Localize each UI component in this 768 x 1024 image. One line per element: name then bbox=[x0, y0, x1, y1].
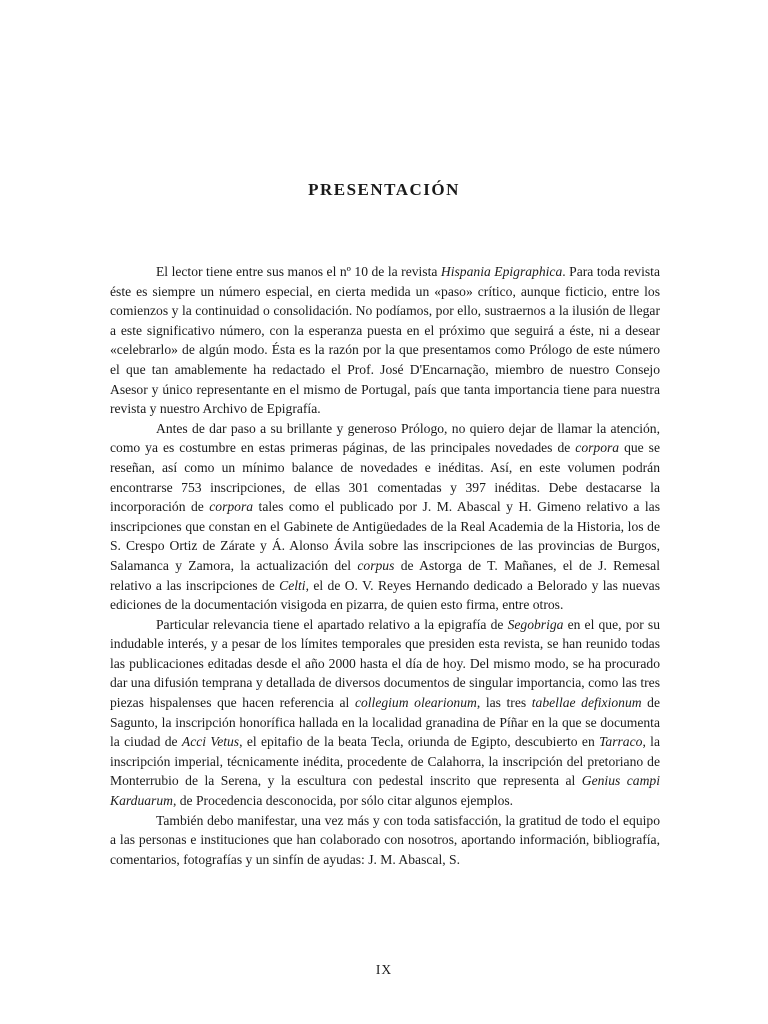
text-run: , el de O. V. Reyes Hernando dedicado a Belorado y las nuevas ediciones de la documentación visigoda en pizarra, de quien esto firma, entre otros. bbox=[110, 577, 660, 613]
paragraph-2 bbox=[110, 419, 660, 615]
paragraph-1 bbox=[110, 262, 660, 419]
text-run: tales como el publicado por J. M. Abascal y H. Gimeno relativo a las inscripciones que constan en el Gabinete de Antigüedades de la Real Academia de la Historia, los de S. Crespo Ortiz de Zárate y Á. Alonso Ávila sobre las inscripciones de las provincias de Burgos, Salamanca y Zamora, la actualización del bbox=[110, 499, 660, 573]
italic-text: Acci Vetus bbox=[181, 734, 240, 750]
paragraph-4 bbox=[110, 811, 660, 870]
text-run: , las tres bbox=[476, 695, 532, 711]
text-run: Antes de dar paso a su brillante y generoso Prólogo, no quiero dejar de llamar la atención, como ya es costumbre en estas primeras páginas, de las principales novedades de bbox=[110, 420, 660, 456]
italic-text: Genius campi Karduarum bbox=[110, 773, 660, 809]
italic-text: Segobriga bbox=[507, 616, 564, 632]
text-run: , el epitafio de la beata Tecla, oriunda de Egipto, descubierto en bbox=[239, 734, 600, 750]
italic-text: Tarraco bbox=[599, 734, 643, 750]
text-run: También debo manifestar, una vez más y con toda satisfacción, la gratitud de todo el equipo a las personas e instituciones que han colaborado con nosotros, aportando información, bibliografía, comentarios, fotografías y un sinfín de ayudas: J. M. Abascal, S. bbox=[110, 812, 660, 867]
italic-text: corpora bbox=[209, 499, 254, 515]
text-run: en el que, por su indudable interés, y a pesar de los límites temporales que presiden esta revista, se han reunido todas las publicaciones editadas desde el año 2000 hasta el día de hoy. Del mismo modo, se ha procurado dar una difusión temprana y detallada de diversos documentos de singular importancia, como las tres piezas hispalenses que hacen referencia al bbox=[110, 616, 661, 711]
text-run: que se reseñan, así como un mínimo balance de novedades e inéditas. Así, en este volumen podrán encontrarse 753 inscripciones, de ellas 301 comentadas y 397 inéditas. Debe destacarse la incorporación de bbox=[110, 440, 661, 515]
text-run: de Sagunto, la inscripción honorífica hallada en la localidad granadina de Píñar en la que se documenta la ciudad de bbox=[110, 695, 660, 750]
text-run: El lector tiene entre sus manos el nº 10 de la revista bbox=[156, 264, 441, 279]
text-run: de Astorga de T. Mañanes, el de J. Remesal relativo a las inscripciones de bbox=[110, 557, 660, 593]
text-run: , la inscripción imperial, técnicamente inédita, procedente de Calahorra, la inscripción del pretoriano de Monterrubio de la Serena, y la escultura con pedestal inscrito que representa al bbox=[110, 734, 660, 789]
text-run: , de Procedencia desconocida, por sólo citar algunos ejemplos. bbox=[172, 793, 514, 809]
italic-text: tabellae defixionum bbox=[531, 695, 642, 711]
page-number: IX bbox=[375, 962, 393, 977]
text-run: . Para toda revista éste es siempre un número especial, en cierta medida un «paso» crítico, aunque ficticio, entre los comienzos y la continuidad o consolidación. No podíamos, por ello, sustraernos a la ilusión de llegar a este significativo número, con la esperanza puesta en el próximo que seguirá a éste, ni a desear «celebrarlo» de algún modo. Ésta es la razón por la que presentamos como Prólogo de este número el que tan amablemente ha redactado el Prof. José D'Encarnação, miembro de nuestro Consejo Asesor y único representante en el mismo de Portugal, país que tanta importancia tiene para nuestra revista y nuestro Archivo de Epigrafía. bbox=[110, 264, 660, 417]
text-run: Particular relevancia tiene el apartado relativo a la epigrafía de bbox=[156, 616, 508, 632]
italic-text: collegium olearionum bbox=[354, 695, 477, 711]
body-text bbox=[110, 262, 660, 869]
italic-text: Celti bbox=[279, 577, 306, 593]
italic-text: Hispania Epigraphica bbox=[440, 264, 563, 279]
italic-text: corpora bbox=[575, 440, 620, 456]
page-title: PRESENTACIÓN bbox=[308, 180, 460, 199]
italic-text: corpus bbox=[357, 557, 395, 573]
paragraph-3 bbox=[110, 615, 660, 811]
